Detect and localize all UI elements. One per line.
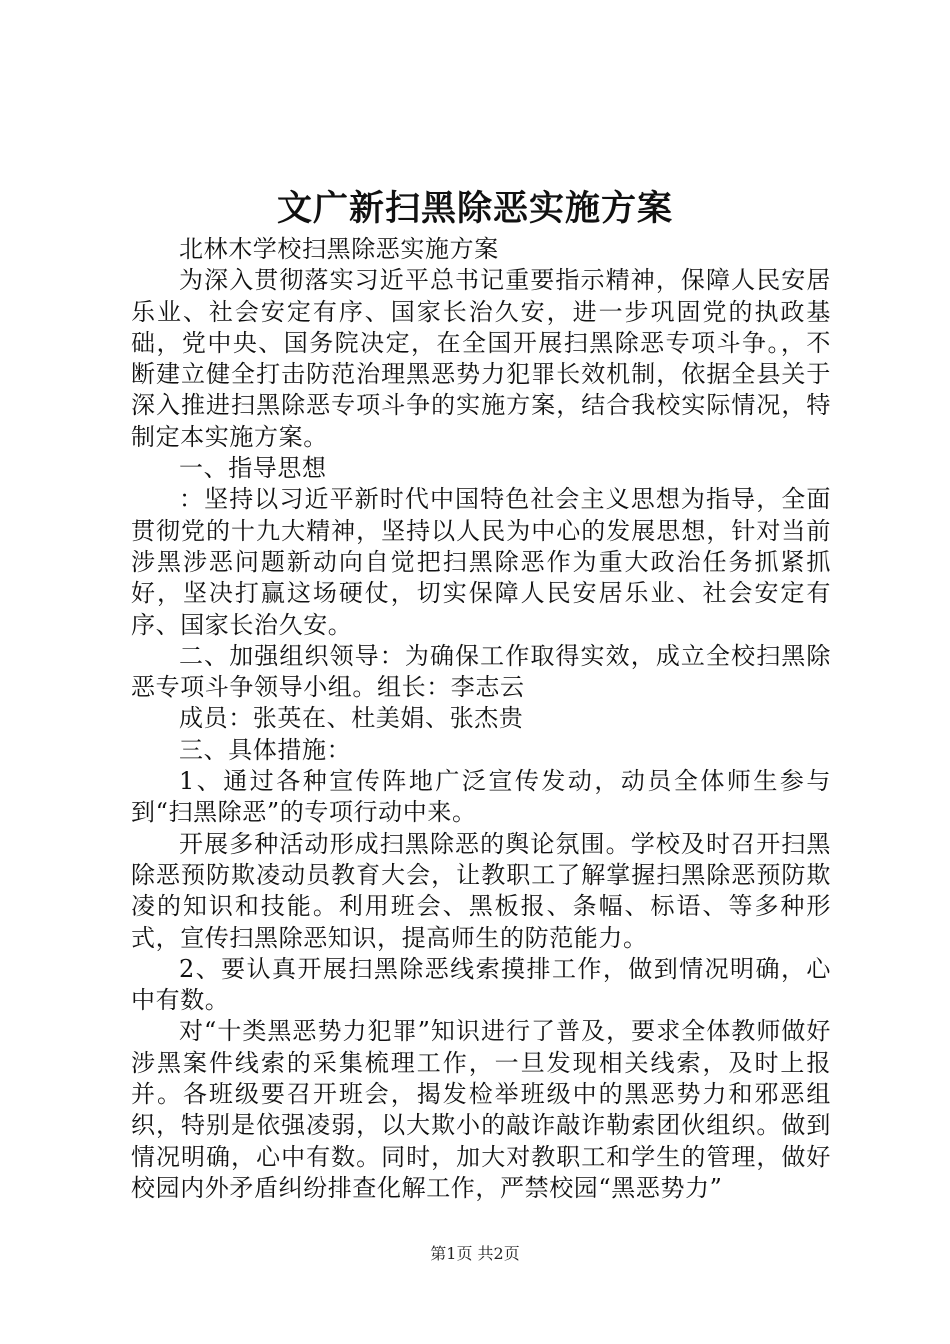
paragraph-guiding-thought: ：坚持以习近平新时代中国特色社会主义思想为指导，全面贯彻党的十九大精神，坚持以人民为中心的发展思想，针对当前涉黑涉恶问题新动向自觉把扫黑除恶作为重大政治任务抓紧抓好，坚决打赢这场硬仗，切实保障人民安居乐业、社会安定有序、国家长治久安。: [131, 485, 831, 639]
document-title: 文广新扫黑除恶实施方案: [276, 188, 673, 229]
document-body: [131, 234, 831, 1204]
heading-measures: 三、具体措施：: [179, 735, 352, 764]
paragraph-members: 成员：张英在、杜美娟、张杰贵: [179, 704, 524, 733]
page-footer: 第1页 共2页: [430, 1244, 520, 1263]
heading-guiding-thought: 一、指导思想: [179, 454, 327, 483]
paragraph-knowledge: 对“十类黑恶势力犯罪”知识进行了普及，要求全体教师做好涉黑案件线索的采集梳理工作，一旦发现相关线索，及时上报并。各班级要召开班会，揭发检举班级中的黑恶势力和邪恶组织，特别是依强凌弱，以大欺小的敲诈敲诈勒索团伙组织。做到情况明确，心中有数。同时，加大对教职工和学生的管理，做好校园内外矛盾纠纷排查化解工作，严禁校园“黑恶势力”: [131, 1017, 831, 1202]
paragraph-measure-2: 2、要认真开展扫黑除恶线索摸排工作，做到情况明确，心中有数。: [131, 954, 831, 1015]
paragraph-measure-1: 1、通过各种宣传阵地广泛宣传发动，动员全体师生参与到“扫黑除恶”的专项行动中来。: [131, 767, 831, 827]
paragraph-activities: 开展多种活动形成扫黑除恶的舆论氛围。学校及时召开扫黑除恶预防欺凌动员教育大会，让教职工了解掌握扫黑除恶预防欺凌的知识和技能。利用班会、黑板报、条幅、标语、等多种形式，宣传扫黑除恶知识，提高师生的防范能力。: [131, 829, 831, 952]
paragraph-subtitle: 北林木学校扫黑除恶实施方案: [179, 235, 499, 263]
paragraph-intro: 为深入贯彻落实习近平总书记重要指示精神，保障人民安居乐业、社会安定有序、国家长治久安，进一步巩固党的执政基础，党中央、国务院决定，在全国开展扫黑除恶专项斗争。，不断建立健全打击防范治理黑恶势力犯罪长效机制，依据全县关于深入推进扫黑除恶专项斗争的实施方案，结合我校实际情况，特制定本实施方案。: [131, 266, 831, 451]
paragraph-leadership: 二、加强组织领导：为确保工作取得实效，成立全校扫黑除恶专项斗争领导小组。组长：李志云: [131, 641, 831, 702]
